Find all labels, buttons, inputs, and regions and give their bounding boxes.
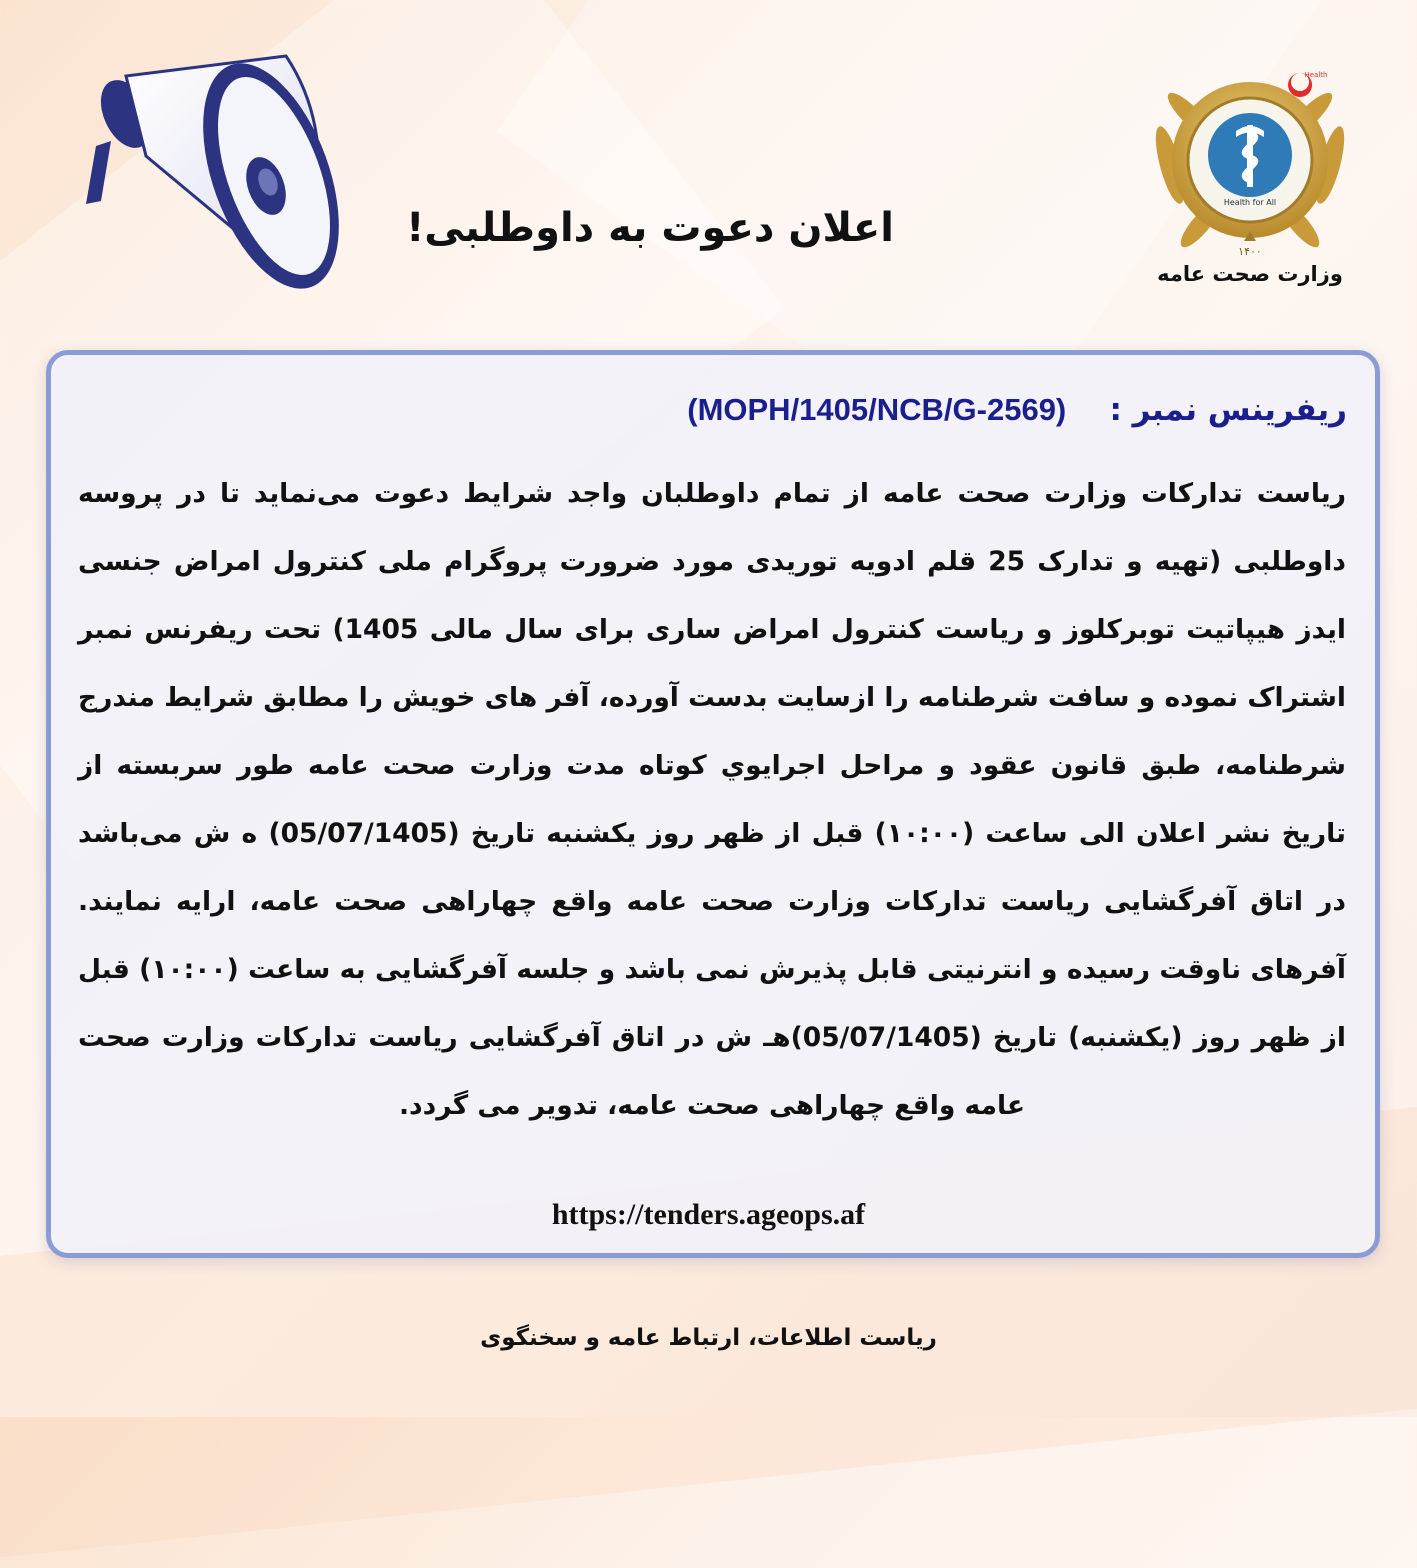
logo-text: Health for All (1223, 198, 1277, 207)
megaphone-icon (56, 36, 356, 296)
footer-credit: ریاست اطلاعات، ارتباط عامه و سخنگوی (480, 1325, 937, 1351)
page-title: اعلان دعوت به داوطلبی! (406, 205, 894, 251)
logo-text: Health (1304, 71, 1328, 79)
logo-year: ۱۴۰۰ (1238, 245, 1262, 258)
announcement-body: ریاست تدارکات وزارت صحت عامه از تمام داوطلبان واجد شرایط دعوت می‌نماید تا در پروسه داوطلبی (تهیه و تدارک 25 قلم ادویه توریدی مورد ضرورت پروگرام ملی کنترول امراض جنسی ایدز هیپاتیت توبرکلوز و ریاست کنترول امراض ساری برای سال مالی 1405) تحت ریفرنس نمبر اشتراک نموده و سافت شرطنامه را ازسایت بدست آورده، آفر های خویش را مطابق شرایط مندرج شرطنامه، طبق قانون عقود و مراحل اجرایوي کوتاه مدت وزارت صحت عامه طور سربسته از تاریخ نشر اعلان الی ساعت (۱۰:۰۰) قبل از ظهر روز یکشنبه تاریخ (05/07/1405) ه ش می‌باشد در اتاق آفرگشایی ریاست تدارکات وزارت صحت عامه واقع چهاراهی صحت عامه، ارایه نمایند. آفرهای ناوقت رسیده و انترنیتی قابل پذیرش نمی باشد و جلسه آفرگشایی به ساعت (۱۰:۰۰) قبل از ظهر روز (یکشنبه) تاریخ (05/07/1405)هـ ش در اتاق آفرگشایی ریاست تدارکات وزارت صحت عامه واقع چهاراهی صحت عامه، تدویر می گردد. (78, 478, 1346, 1121)
ministry-logo (1140, 55, 1360, 270)
tenders-url[interactable]: https://tenders.ageops.af (551, 1198, 866, 1231)
ministry-caption: وزارت صحت عامه (1157, 262, 1343, 286)
reference-code: (MOPH/1405/NCB/G-2569) (687, 392, 1067, 427)
reference-label: ریفرینس نمبر : (1109, 392, 1347, 428)
reference-line (687, 392, 1347, 428)
